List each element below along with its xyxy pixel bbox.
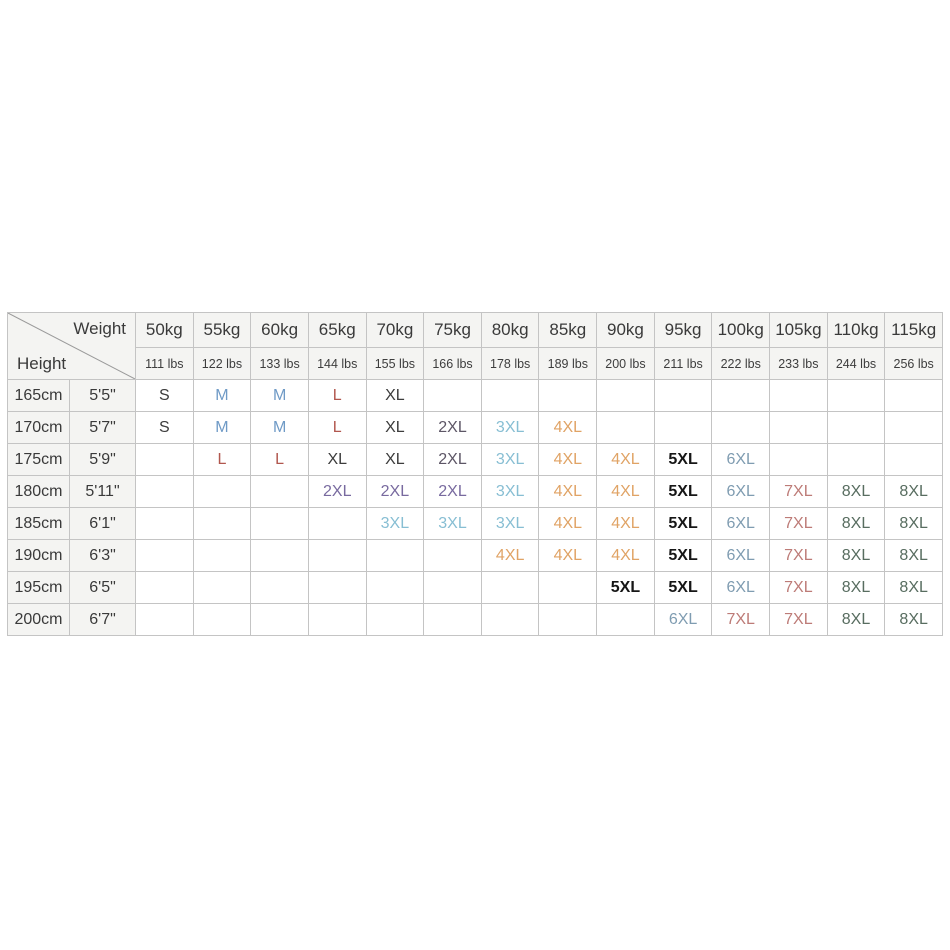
weight-kg-header: 80kg [481,313,539,348]
height-ft-header: 6'1" [70,508,136,540]
size-cell: XL [366,380,424,412]
empty-cell [539,572,597,604]
empty-cell [481,380,539,412]
size-cell: 4XL [539,476,597,508]
corner-cell [8,313,136,380]
height-row [8,476,943,508]
size-cell: 4XL [539,412,597,444]
empty-cell [136,476,194,508]
size-cell: 8XL [885,572,943,604]
empty-cell [654,412,712,444]
empty-cell [424,604,482,636]
weight-lbs-header: 122 lbs [193,348,251,380]
size-cell: XL [366,412,424,444]
empty-cell [193,540,251,572]
size-cell: 5XL [654,572,712,604]
empty-cell [366,572,424,604]
size-chart [7,312,943,636]
weight-kg-header-row [8,313,943,348]
size-cell: 3XL [481,508,539,540]
size-cell: 5XL [654,444,712,476]
empty-cell [654,380,712,412]
size-cell: 2XL [308,476,366,508]
height-row [8,412,943,444]
size-cell: 6XL [654,604,712,636]
weight-kg-header: 90kg [597,313,655,348]
size-cell: 4XL [539,540,597,572]
size-cell: M [193,412,251,444]
size-cell: XL [366,444,424,476]
height-axis-label: Height [17,354,67,373]
weight-lbs-header: 200 lbs [597,348,655,380]
weight-lbs-header: 166 lbs [424,348,482,380]
size-cell: M [251,380,309,412]
empty-cell [308,604,366,636]
size-cell: S [136,412,194,444]
empty-cell [366,540,424,572]
empty-cell [251,572,309,604]
weight-lbs-header: 189 lbs [539,348,597,380]
empty-cell [424,572,482,604]
chart-header [8,313,943,380]
size-cell: 3XL [481,476,539,508]
empty-cell [193,572,251,604]
height-ft-header: 6'3" [70,540,136,572]
empty-cell [597,412,655,444]
weight-kg-header: 110kg [827,313,885,348]
height-cm-header: 185cm [8,508,70,540]
empty-cell [251,476,309,508]
size-cell: 4XL [539,444,597,476]
weight-lbs-header: 244 lbs [827,348,885,380]
size-cell: 6XL [712,572,770,604]
size-cell: S [136,380,194,412]
size-cell: 6XL [712,476,770,508]
size-cell: 7XL [770,476,828,508]
weight-lbs-header: 222 lbs [712,348,770,380]
empty-cell [539,380,597,412]
empty-cell [770,444,828,476]
empty-cell [424,540,482,572]
empty-cell [885,412,943,444]
empty-cell [136,572,194,604]
empty-cell [308,508,366,540]
height-cm-header: 190cm [8,540,70,572]
empty-cell [136,540,194,572]
size-cell: 6XL [712,540,770,572]
size-cell: 4XL [597,508,655,540]
empty-cell [193,604,251,636]
size-cell: 5XL [654,508,712,540]
size-cell: L [251,444,309,476]
size-cell: 7XL [712,604,770,636]
weight-kg-header: 60kg [251,313,309,348]
empty-cell [424,380,482,412]
size-cell: 4XL [481,540,539,572]
weight-lbs-header: 211 lbs [654,348,712,380]
height-cm-header: 200cm [8,604,70,636]
empty-cell [193,476,251,508]
weight-lbs-header: 233 lbs [770,348,828,380]
size-cell: 8XL [827,508,885,540]
empty-cell [827,380,885,412]
empty-cell [827,444,885,476]
size-cell: 5XL [654,476,712,508]
size-cell: 8XL [885,476,943,508]
empty-cell [770,380,828,412]
empty-cell [251,508,309,540]
size-cell: 4XL [539,508,597,540]
size-cell: 6XL [712,444,770,476]
size-cell: M [193,380,251,412]
empty-cell [193,508,251,540]
size-cell: 8XL [885,508,943,540]
size-chart-table [7,312,943,636]
height-ft-header: 6'5" [70,572,136,604]
empty-cell [597,604,655,636]
size-cell: 2XL [424,444,482,476]
size-chart-body [8,380,943,636]
weight-kg-header: 65kg [308,313,366,348]
size-cell: 8XL [827,604,885,636]
height-cm-header: 195cm [8,572,70,604]
empty-cell [712,412,770,444]
empty-cell [481,572,539,604]
size-cell: 5XL [597,572,655,604]
size-cell: L [308,380,366,412]
empty-cell [539,604,597,636]
weight-lbs-header: 144 lbs [308,348,366,380]
size-cell: 8XL [827,476,885,508]
weight-kg-header: 55kg [193,313,251,348]
height-ft-header: 6'7" [70,604,136,636]
empty-cell [136,604,194,636]
size-cell: L [308,412,366,444]
size-cell: 8XL [827,572,885,604]
empty-cell [308,572,366,604]
height-row [8,540,943,572]
empty-cell [712,380,770,412]
height-ft-header: 5'11" [70,476,136,508]
height-row [8,444,943,476]
size-cell: 5XL [654,540,712,572]
weight-lbs-header: 155 lbs [366,348,424,380]
weight-axis-label: Weight [73,319,126,338]
size-cell: 8XL [827,540,885,572]
size-cell: 7XL [770,508,828,540]
weight-kg-header: 75kg [424,313,482,348]
size-cell: 3XL [424,508,482,540]
empty-cell [366,604,424,636]
weight-lbs-header-row [8,348,943,380]
empty-cell [136,508,194,540]
size-cell: 3XL [366,508,424,540]
empty-cell [597,380,655,412]
weight-kg-header: 70kg [366,313,424,348]
height-cm-header: 165cm [8,380,70,412]
size-cell: 7XL [770,572,828,604]
empty-cell [481,604,539,636]
height-ft-header: 5'9" [70,444,136,476]
weight-kg-header: 95kg [654,313,712,348]
empty-cell [885,380,943,412]
height-row [8,508,943,540]
size-cell: L [193,444,251,476]
height-row [8,380,943,412]
height-ft-header: 5'7" [70,412,136,444]
size-cell: 2XL [424,412,482,444]
weight-lbs-header: 111 lbs [136,348,194,380]
size-cell: XL [308,444,366,476]
size-cell: 4XL [597,444,655,476]
height-ft-header: 5'5" [70,380,136,412]
size-cell: 3XL [481,444,539,476]
size-cell: 7XL [770,540,828,572]
size-cell: 8XL [885,540,943,572]
weight-lbs-header: 133 lbs [251,348,309,380]
height-row [8,604,943,636]
weight-kg-header: 85kg [539,313,597,348]
weight-kg-header: 100kg [712,313,770,348]
size-cell: 6XL [712,508,770,540]
empty-cell [251,540,309,572]
empty-cell [251,604,309,636]
empty-cell [885,444,943,476]
height-row [8,572,943,604]
size-cell: 8XL [885,604,943,636]
size-cell: 2XL [424,476,482,508]
weight-kg-header: 105kg [770,313,828,348]
weight-lbs-header: 178 lbs [481,348,539,380]
empty-cell [827,412,885,444]
height-cm-header: 180cm [8,476,70,508]
empty-cell [136,444,194,476]
size-cell: M [251,412,309,444]
weight-kg-header: 115kg [885,313,943,348]
size-cell: 2XL [366,476,424,508]
size-cell: 7XL [770,604,828,636]
size-cell: 3XL [481,412,539,444]
weight-lbs-header: 256 lbs [885,348,943,380]
height-cm-header: 175cm [8,444,70,476]
empty-cell [770,412,828,444]
weight-kg-header: 50kg [136,313,194,348]
size-cell: 4XL [597,476,655,508]
size-cell: 4XL [597,540,655,572]
height-cm-header: 170cm [8,412,70,444]
empty-cell [308,540,366,572]
